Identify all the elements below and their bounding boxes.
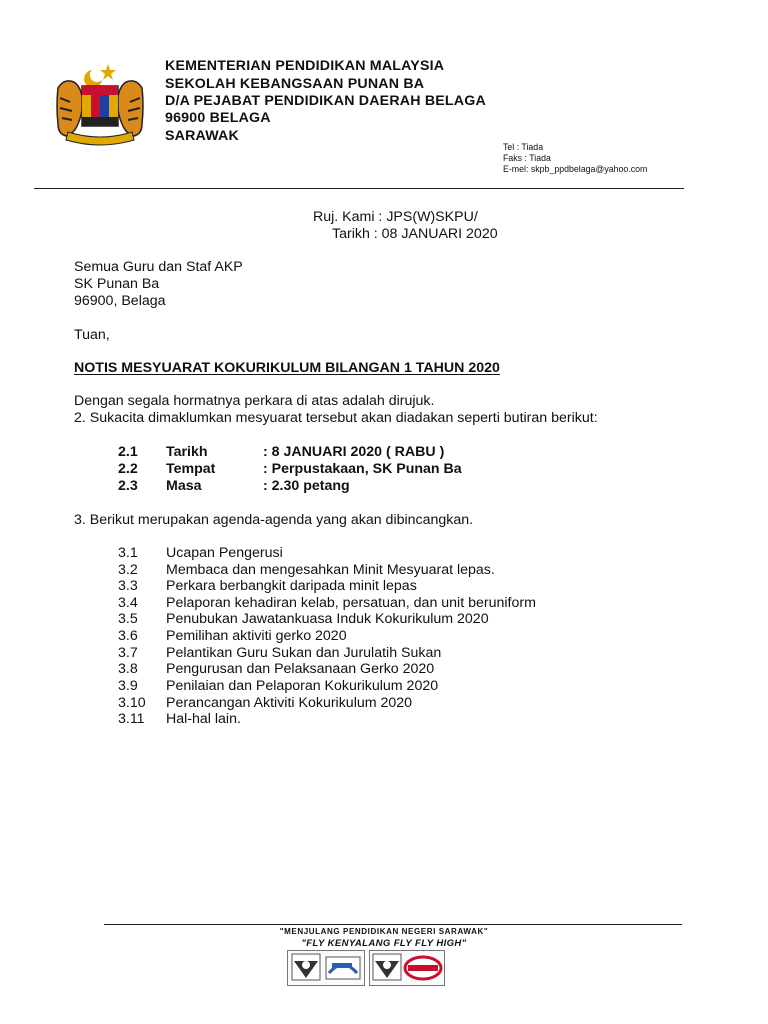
footer-motto: "MENJULANG PENDIDIKAN NEGERI SARAWAK" [279,927,489,936]
agenda-number: 3.2 [118,562,138,578]
recipient-line-1: Semua Guru dan Staf AKP [74,259,243,275]
header-divider [34,188,684,189]
agenda-number: 3.11 [118,711,145,727]
detail-label: Tempat [166,461,216,477]
certification-logos-left [287,950,365,986]
agenda-text: Pelaporan kehadiran kelab, persatuan, dan unit beruniform [166,595,536,611]
agenda-text: Perancangan Aktiviti Kokurikulum 2020 [166,695,413,711]
contact-email: E-mel: skpb_ppdbelaga@yahoo.com [503,164,648,174]
detail-number: 2.2 [118,461,138,477]
footer-divider [104,924,682,925]
agenda-item [118,661,638,678]
agenda-item [118,545,638,562]
agenda-text: Pemilihan aktiviti gerko 2020 [166,628,347,644]
malaysia-coat-of-arms-icon [52,58,148,146]
agenda-number: 3.3 [118,578,138,594]
agenda-text: Membaca dan mengesahkan Minit Mesyuarat lepas. [166,562,495,578]
care-of-office: D/A PEJABAT PENDIDIKAN DAERAH BELAGA [165,93,486,109]
agenda-item [118,695,638,712]
paragraph-3: 3. Berikut merupakan agenda-agenda yang akan dibincangkan. [74,512,474,528]
agenda-number: 3.8 [118,661,138,677]
agenda-number: 3.7 [118,645,138,661]
state-name: SARAWAK [165,128,239,144]
agenda-number: 3.1 [118,545,138,561]
agenda-text: Pengurusan dan Pelaksanaan Gerko 2020 [166,661,435,677]
iso-certification-logo [373,954,401,980]
footer-slogan: "FLY KENYALANG FLY FLY HIGH" [301,938,467,949]
recipient-line-2: SK Punan Ba [74,276,160,292]
agenda-item [118,578,638,595]
contact-fax: Faks : Tiada [503,153,551,163]
detail-number: 2.3 [118,478,138,494]
agenda-text: Pelantikan Guru Sukan dan Jurulatih Sukan [166,645,442,661]
agenda-text: Hal-hal lain. [166,711,241,727]
agenda-text: Perkara berbangkit daripada minit lepas [166,578,417,594]
paragraph-2: 2. Sukacita dimaklumkan mesyuarat tersebut akan diadakan seperti butiran berikut: [74,410,598,426]
school-name: SEKOLAH KEBANGSAAN PUNAN BA [165,76,425,92]
detail-value: : 8 JANUARI 2020 ( RABU ) [263,444,445,460]
agenda-item [118,711,638,728]
agenda-text: Ucapan Pengerusi [166,545,283,561]
detail-label: Masa [166,478,202,494]
standards-malaysia-logo [405,957,441,979]
agenda-item [118,611,638,628]
agenda-text: Penubukan Jawatankuasa Induk Kokurikulum 2020 [166,611,489,627]
agenda-item [118,628,638,645]
detail-value: : Perpustakaan, SK Punan Ba [263,461,462,477]
agenda-text: Penilaian dan Pelaporan Kokurikulum 2020 [166,678,439,694]
agenda-item [118,562,638,579]
detail-value: : 2.30 petang [263,478,350,494]
letter-date: Tarikh : 08 JANUARI 2020 [332,226,498,242]
agenda-number: 3.10 [118,695,146,711]
paragraph-1: Dengan segala hormatnya perkara di atas adalah dirujuk. [74,393,435,409]
agenda-number: 3.4 [118,595,138,611]
letter-subject: NOTIS MESYUARAT KOKURIKULUM BILANGAN 1 TAHUN 2020 [74,360,500,376]
agenda-item [118,595,638,612]
salutation: Tuan, [74,327,110,343]
agenda-number: 3.6 [118,628,138,644]
contact-tel: Tel : Tiada [503,142,544,152]
agenda-number: 3.5 [118,611,138,627]
detail-label: Tarikh [166,444,208,460]
iqnet-logo [326,957,360,979]
reference-number: Ruj. Kami : JPS(W)SKPU/ [313,209,478,225]
ministry-name: KEMENTERIAN PENDIDIKAN MALAYSIA [165,58,445,74]
iso-certification-logo [292,954,320,980]
agenda-item [118,678,638,695]
postcode-town: 96900 BELAGA [165,110,271,126]
agenda-item [118,645,638,662]
detail-number: 2.1 [118,444,138,460]
recipient-line-3: 96900, Belaga [74,293,166,309]
certification-logos-right [369,950,445,986]
agenda-number: 3.9 [118,678,138,694]
